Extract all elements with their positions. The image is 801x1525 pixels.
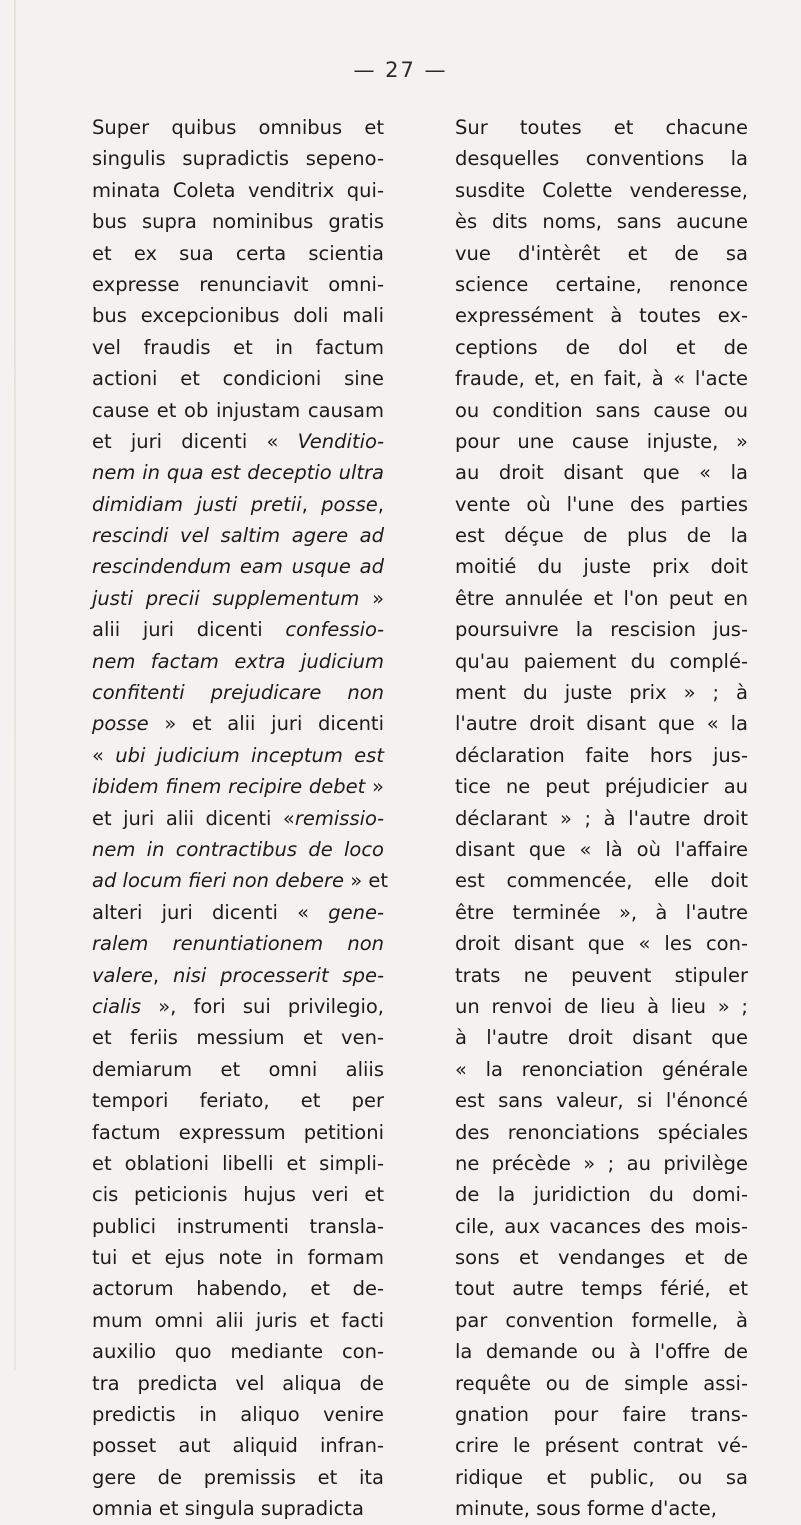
french-text-line <box>455 1022 748 1053</box>
text-segment: ralem renuntiationem non <box>92 932 384 956</box>
latin-text-line <box>92 834 384 865</box>
text-segment: tempori feriato, et per <box>92 1089 384 1113</box>
text-segment: est déçue de plus de la <box>455 524 748 548</box>
french-text-line <box>455 206 748 237</box>
text-segment: , <box>301 492 322 516</box>
french-text-line <box>455 1242 748 1273</box>
french-text-line <box>455 960 748 991</box>
french-text-line <box>455 897 748 928</box>
text-segment: Sur toutes et chacune <box>455 116 748 139</box>
latin-text-line <box>92 363 384 394</box>
text-segment: trats ne peuvent stipuler <box>455 963 748 987</box>
french-text-line <box>455 1054 748 1085</box>
latin-text-line <box>92 677 384 708</box>
latin-text-line <box>92 457 384 488</box>
french-text-line <box>455 771 748 802</box>
text-segment: Venditio- <box>297 429 384 453</box>
latin-text-line <box>92 803 384 834</box>
text-segment: cause et ob injustam causam <box>92 398 384 422</box>
text-segment: par convention formelle, à <box>455 1308 748 1332</box>
french-text-line <box>455 1399 748 1430</box>
latin-text-line <box>92 1430 384 1461</box>
text-segment: », fori sui privilegio, <box>141 994 384 1018</box>
text-segment: de la juridiction du domi- <box>455 1183 748 1207</box>
french-text-line <box>455 708 748 739</box>
latin-text-line <box>92 1148 384 1179</box>
text-segment: fraude, et, en fait, à « l'acte <box>455 367 748 391</box>
latin-text-line <box>92 740 384 771</box>
text-segment: et oblationi libelli et simpli- <box>92 1151 384 1175</box>
french-text-line <box>455 834 748 865</box>
text-segment: ment du juste prix » ; à <box>455 681 748 705</box>
french-text-line <box>455 677 748 708</box>
latin-text-line <box>92 614 384 645</box>
text-segment: tice ne peut préjudicier au <box>455 775 748 799</box>
text-segment: déclaration faite hors jus- <box>455 743 748 767</box>
french-text-line <box>455 551 748 582</box>
french-text-line <box>455 238 748 269</box>
french-text-line <box>455 363 748 394</box>
text-segment: actioni et condicioni sine <box>92 367 384 391</box>
text-segment: être terminée », à l'autre <box>455 900 748 924</box>
latin-text-line <box>92 1117 384 1148</box>
text-segment: « <box>92 743 116 767</box>
latin-text-line <box>92 520 384 551</box>
text-segment: ès dits noms, sans aucune <box>455 210 748 234</box>
text-segment: ad locum fieri non debere <box>92 869 344 893</box>
text-segment: disant que « là où l'affaire <box>455 837 748 861</box>
french-text-line <box>455 1462 748 1493</box>
text-segment: , <box>377 492 384 516</box>
text-segment: cis peticionis hujus veri et <box>92 1183 384 1207</box>
latin-text-line <box>92 1022 384 1053</box>
text-segment: et juri alii dicenti « <box>92 806 295 830</box>
text-segment: dimidiam justi pretii <box>92 492 302 516</box>
latin-text-line <box>92 206 384 237</box>
latin-text-line <box>92 928 384 959</box>
latin-text-line <box>92 175 384 206</box>
text-segment: valere <box>92 963 153 987</box>
text-segment: ou condition sans cause ou <box>455 398 748 422</box>
french-text-line <box>455 175 748 206</box>
latin-text-line <box>92 1493 384 1524</box>
page-number: — 27 — <box>353 58 448 82</box>
text-segment: vente où l'une des parties <box>455 492 748 516</box>
latin-text-line <box>92 1211 384 1242</box>
french-text-line <box>455 112 748 143</box>
text-segment: remissio- <box>294 806 384 830</box>
french-text-line <box>455 1336 748 1367</box>
french-text-line <box>455 1430 748 1461</box>
latin-text-line <box>92 269 384 300</box>
latin-text-line <box>92 551 384 582</box>
french-text-line <box>455 520 748 551</box>
latin-text-line <box>92 771 384 802</box>
text-segment: , <box>152 963 173 987</box>
text-segment: actorum habendo, et de- <box>92 1277 384 1301</box>
text-segment: et feriis messium et ven- <box>92 1026 384 1050</box>
french-text-line <box>455 1117 748 1148</box>
text-segment: est commencée, elle doit <box>455 869 748 893</box>
latin-text-line <box>92 1085 384 1116</box>
text-segment: déclarant » ; à l'autre droit <box>455 806 748 830</box>
text-segment: rescindendum eam usque ad <box>92 555 384 579</box>
french-text-line <box>455 426 748 457</box>
text-segment: minata Coleta venditrix qui- <box>92 178 384 202</box>
french-text-line <box>455 1148 748 1179</box>
text-segment: demiarum et omni aliis <box>92 1057 384 1081</box>
text-segment: vue d'intèrêt et de sa <box>455 241 748 265</box>
text-segment: » <box>365 775 384 799</box>
french-text-line <box>455 803 748 834</box>
french-text-line <box>455 489 748 520</box>
text-segment: bus excepcionibus doli mali <box>92 304 384 328</box>
latin-text-line <box>92 395 384 426</box>
text-segment: au droit disant que « la <box>455 461 748 485</box>
latin-text-line <box>92 300 384 331</box>
text-segment: la demande ou à l'offre de <box>455 1340 748 1364</box>
latin-text-line <box>92 960 384 991</box>
french-text-line <box>455 583 748 614</box>
french-text-line <box>455 1085 748 1116</box>
french-text-line <box>455 1211 748 1242</box>
latin-text-line <box>92 1336 384 1367</box>
text-segment: ne précède » ; au privilège <box>455 1151 748 1175</box>
text-segment: alii juri dicenti <box>92 618 286 642</box>
latin-text-line <box>92 583 384 614</box>
latin-text-line <box>92 708 384 739</box>
text-segment: nem in qua est deceptio ultra <box>92 461 384 485</box>
latin-text-line <box>92 332 384 363</box>
text-segment: vel fraudis et in factum <box>92 335 384 359</box>
text-segment: Super quibus omnibus et <box>92 116 384 139</box>
text-segment: cile, aux vacances des mois- <box>455 1214 748 1238</box>
text-segment: susdite Colette venderesse, <box>455 178 748 202</box>
text-segment: être annulée et l'on peut en <box>455 586 748 610</box>
text-segment: poursuivre la rescision jus- <box>455 618 748 642</box>
text-segment: tout autre temps férié, et <box>455 1277 748 1301</box>
latin-text-line <box>92 143 384 174</box>
french-text-line <box>455 1273 748 1304</box>
text-segment: ceptions de dol et de <box>455 335 748 359</box>
text-segment: nem factam extra judicium <box>92 649 384 673</box>
french-text-line <box>455 457 748 488</box>
text-segment: qu'au paiement du complé- <box>455 649 748 673</box>
french-text-line <box>455 1368 748 1399</box>
latin-text-line <box>92 1368 384 1399</box>
latin-text-column <box>92 112 388 1525</box>
latin-text-line <box>92 1305 384 1336</box>
text-segment: tui et ejus note in formam <box>92 1246 384 1270</box>
text-segment: gene- <box>328 900 384 924</box>
text-segment: bus supra nominibus gratis <box>92 210 384 234</box>
latin-text-line <box>92 1462 384 1493</box>
text-segment: » <box>359 586 384 610</box>
text-segment: cialis <box>92 994 142 1018</box>
french-text-line <box>455 646 748 677</box>
text-segment: un renvoi de lieu à lieu » ; <box>455 994 748 1018</box>
french-text-line <box>455 865 748 896</box>
text-segment: mum omni alii juris et facti <box>92 1308 384 1332</box>
french-text-line <box>455 740 748 771</box>
text-segment: sons et vendanges et de <box>455 1246 748 1270</box>
french-text-line <box>455 395 748 426</box>
text-segment: ridique et public, ou sa <box>455 1465 748 1489</box>
text-segment: nisi processerit spe- <box>172 963 385 987</box>
french-text-column <box>455 112 748 1525</box>
french-text-line <box>455 269 748 300</box>
french-text-line <box>455 1305 748 1336</box>
text-segment: gere de premissis et ita <box>92 1465 384 1489</box>
text-segment: et ex sua certa scientia <box>92 241 384 265</box>
french-text-line <box>455 1493 748 1524</box>
text-segment: rescindi vel saltim agere ad <box>92 524 384 548</box>
latin-text-line <box>92 238 384 269</box>
french-text-line <box>455 332 748 363</box>
latin-text-line <box>92 489 384 520</box>
text-segment: alteri juri dicenti « <box>92 900 329 924</box>
text-segment: » et alii juri dicenti <box>148 712 384 736</box>
text-segment: expresse renunciavit omni- <box>92 272 384 296</box>
french-text-line <box>455 614 748 645</box>
text-segment: des renonciations spéciales <box>455 1120 748 1144</box>
text-segment: nem in contractibus de loco <box>92 837 384 861</box>
page-edge <box>14 0 16 1370</box>
latin-text-line <box>92 1179 384 1210</box>
french-text-line <box>455 928 748 959</box>
text-segment: tra predicta vel aliqua de <box>92 1371 384 1395</box>
latin-text-line <box>92 1273 384 1304</box>
latin-text-line <box>92 1054 384 1085</box>
latin-text-line <box>92 112 384 143</box>
text-segment: droit disant que « les con- <box>455 932 748 956</box>
french-text-line <box>455 300 748 331</box>
latin-text-line <box>92 865 388 896</box>
text-segment: ibidem finem recipire debet <box>92 775 366 799</box>
text-segment: auxilio quo mediante con- <box>92 1340 384 1364</box>
text-segment: requête ou de simple assi- <box>455 1371 748 1395</box>
text-segment: ubi judicium inceptum est <box>115 743 384 767</box>
text-segment: confessio- <box>285 618 384 642</box>
latin-text-line <box>92 991 384 1022</box>
text-segment: minute, sous forme d'acte, <box>455 1497 717 1521</box>
text-segment: pour une cause injuste, » <box>455 429 748 453</box>
text-segment: l'autre droit disant que « la <box>455 712 748 736</box>
french-text-line <box>455 1179 748 1210</box>
french-text-line <box>455 143 748 174</box>
text-segment: expressément à toutes ex- <box>455 304 748 328</box>
latin-text-line <box>92 646 384 677</box>
text-segment: moitié du juste prix doit <box>455 555 748 579</box>
text-segment: est sans valeur, si l'énoncé <box>455 1089 748 1113</box>
text-segment: et juri dicenti « <box>92 429 298 453</box>
text-segment: à l'autre droit disant que <box>455 1026 748 1050</box>
text-segment: singulis supradictis sepeno- <box>92 147 384 171</box>
latin-text-line <box>92 1242 384 1273</box>
text-segment: » et <box>344 869 388 893</box>
text-segment: gnation pour faire trans- <box>455 1403 748 1427</box>
text-segment: predictis in aliquo venire <box>92 1403 384 1427</box>
text-segment: omnia et singula supradicta <box>92 1497 364 1521</box>
text-segment: factum expressum petitioni <box>92 1120 384 1144</box>
text-segment: crire le présent contrat vé- <box>455 1434 748 1458</box>
text-segment: posset aut aliquid infran- <box>92 1434 384 1458</box>
text-segment: justi precii supplementum <box>92 586 360 610</box>
text-segment: desquelles conventions la <box>455 147 748 171</box>
text-segment: posse <box>321 492 378 516</box>
french-text-line <box>455 991 748 1022</box>
latin-text-line <box>92 1399 384 1430</box>
text-segment: confitenti prejudicare non <box>92 681 384 705</box>
latin-text-line <box>92 426 384 457</box>
text-segment: publici instrumenti transla- <box>92 1214 384 1238</box>
text-segment: posse <box>92 712 149 736</box>
latin-text-line <box>92 897 384 928</box>
text-segment: « la renonciation générale <box>455 1057 748 1081</box>
text-segment: science certaine, renonce <box>455 272 748 296</box>
